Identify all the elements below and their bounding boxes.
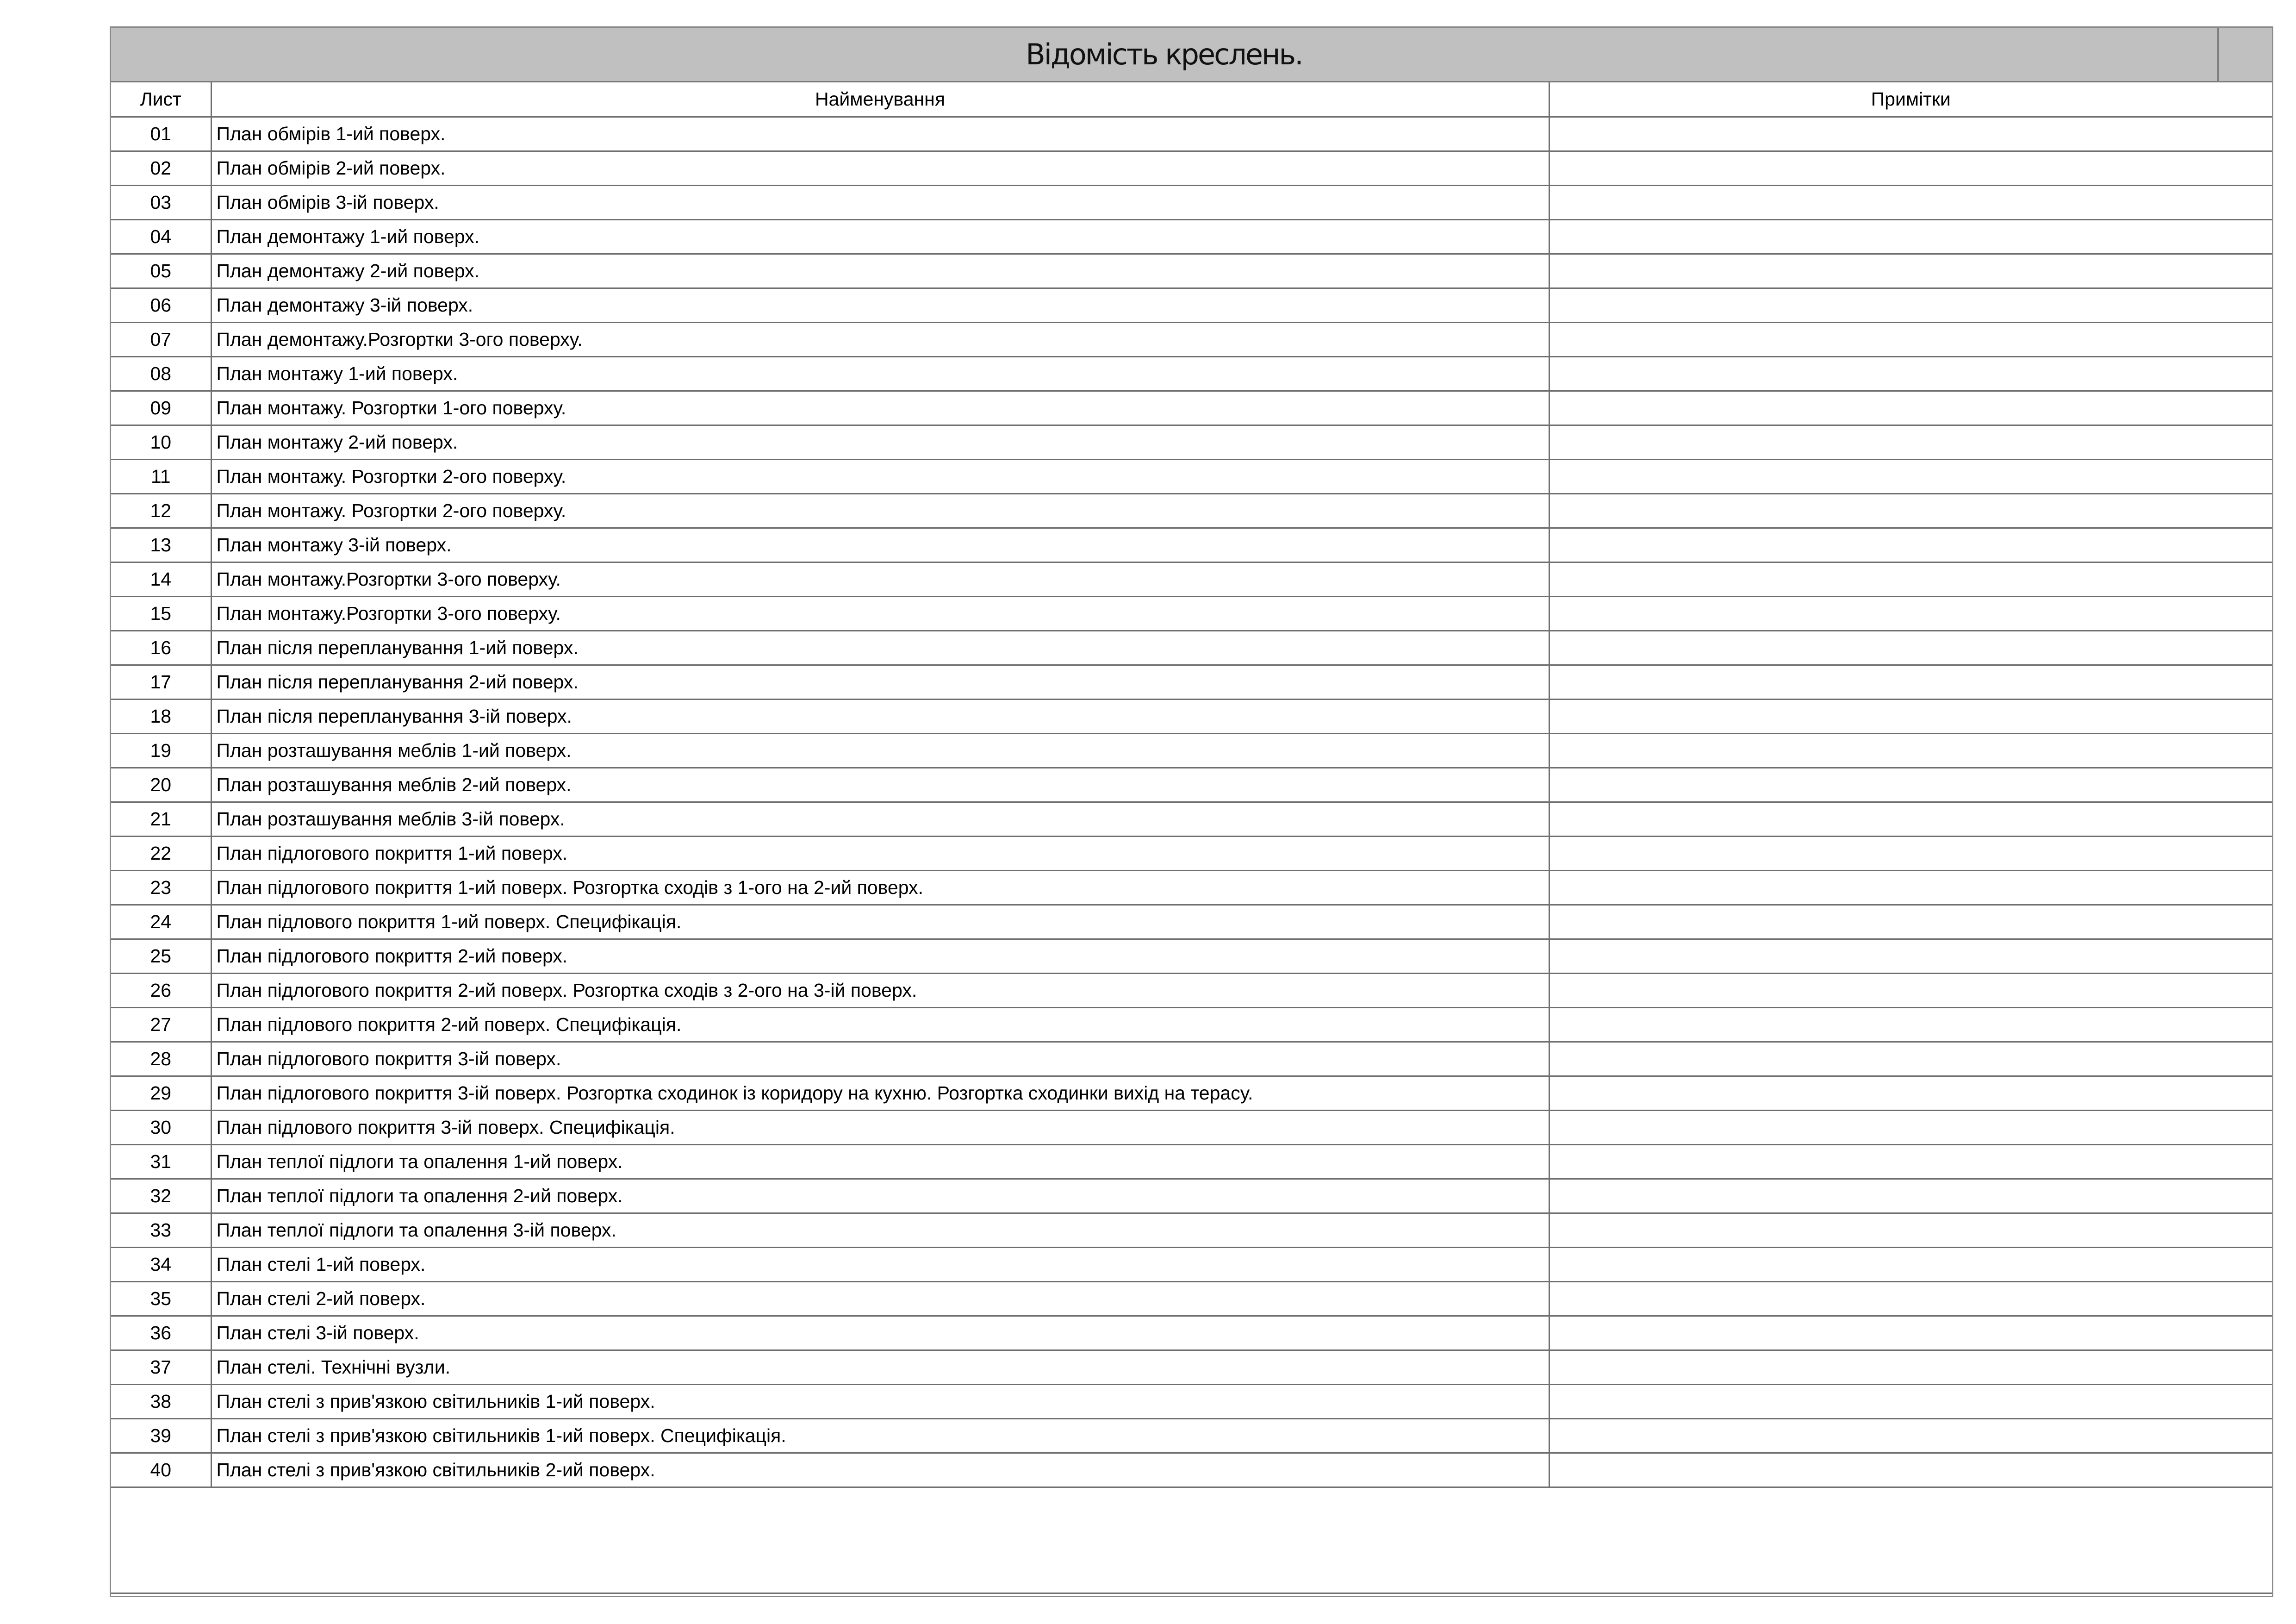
cell-notes — [1549, 836, 2272, 870]
cell-sheet-number: 14 — [111, 562, 211, 596]
cell-notes — [1549, 596, 2272, 631]
cell-notes — [1549, 1042, 2272, 1076]
cell-notes — [1549, 733, 2272, 768]
cell-sheet-number: 28 — [111, 1042, 211, 1076]
cell-drawing-name: План підлогового покриття 1-ий поверх. Розгортка сходів з 1-ого на 2-ий поверх. — [211, 870, 1549, 905]
cell-drawing-name: План стелі з прив'язкою світильників 2-ий поверх. — [211, 1453, 1549, 1487]
cell-sheet-number: 17 — [111, 665, 211, 699]
table-row — [111, 1213, 2272, 1247]
cell-sheet-number: 21 — [111, 802, 211, 836]
table-row — [111, 356, 2272, 391]
cell-sheet-number: 35 — [111, 1281, 211, 1316]
title-bar — [111, 28, 2272, 82]
table-row — [111, 699, 2272, 733]
cell-drawing-name: План після перепланування 1-ий поверх. — [211, 631, 1549, 665]
table-row — [111, 1418, 2272, 1453]
cell-notes — [1549, 562, 2272, 596]
cell-notes — [1549, 185, 2272, 219]
cell-sheet-number: 05 — [111, 254, 211, 288]
cell-sheet-number: 11 — [111, 459, 211, 493]
cell-notes — [1549, 802, 2272, 836]
table-row — [111, 768, 2272, 802]
table-row — [111, 1076, 2272, 1110]
table-row — [111, 802, 2272, 836]
cell-sheet-number: 18 — [111, 699, 211, 733]
table-row — [111, 1179, 2272, 1213]
cell-sheet-number: 03 — [111, 185, 211, 219]
title-corner-box — [2217, 28, 2272, 81]
table-row — [111, 528, 2272, 562]
cell-sheet-number: 04 — [111, 219, 211, 254]
cell-notes — [1549, 356, 2272, 391]
cell-notes — [1549, 905, 2272, 939]
cell-drawing-name: План підлового покриття 1-ий поверх. Специфікація. — [211, 905, 1549, 939]
cell-drawing-name: План теплої підлоги та опалення 2-ий поверх. — [211, 1179, 1549, 1213]
cell-sheet-number: 34 — [111, 1247, 211, 1281]
table-row — [111, 1316, 2272, 1350]
cell-sheet-number: 31 — [111, 1144, 211, 1179]
table-row — [111, 219, 2272, 254]
cell-drawing-name: План підлогового покриття 2-ий поверх. — [211, 939, 1549, 973]
cell-notes — [1549, 870, 2272, 905]
cell-sheet-number: 32 — [111, 1179, 211, 1213]
cell-drawing-name: План монтажу 1-ий поверх. — [211, 356, 1549, 391]
cell-drawing-name: План монтажу 3-ій поверх. — [211, 528, 1549, 562]
cell-drawing-name: План після перепланування 2-ий поверх. — [211, 665, 1549, 699]
table-row — [111, 1453, 2272, 1487]
cell-drawing-name: План стелі 1-ий поверх. — [211, 1247, 1549, 1281]
cell-notes — [1549, 1350, 2272, 1384]
cell-notes — [1549, 1179, 2272, 1213]
column-header-sheet: Лист — [111, 82, 211, 117]
cell-sheet-number: 10 — [111, 425, 211, 459]
table-row — [111, 1144, 2272, 1179]
cell-notes — [1549, 459, 2272, 493]
cell-sheet-number: 01 — [111, 117, 211, 151]
table-row — [111, 185, 2272, 219]
cell-sheet-number: 13 — [111, 528, 211, 562]
cell-sheet-number: 02 — [111, 151, 211, 185]
cell-drawing-name: План монтажу. Розгортки 2-ого поверху. — [211, 459, 1549, 493]
cell-notes — [1549, 1110, 2272, 1144]
cell-notes — [1549, 219, 2272, 254]
cell-drawing-name: План розташування меблів 2-ий поверх. — [211, 768, 1549, 802]
cell-drawing-name: План демонтажу.Розгортки 3-ого поверху. — [211, 322, 1549, 356]
cell-drawing-name: План обмірів 3-ій поверх. — [211, 185, 1549, 219]
cell-notes — [1549, 1384, 2272, 1418]
column-header-notes: Примітки — [1549, 82, 2272, 117]
table-row — [111, 596, 2272, 631]
cell-sheet-number: 30 — [111, 1110, 211, 1144]
table-row — [111, 1350, 2272, 1384]
cell-drawing-name: План демонтажу 2-ий поверх. — [211, 254, 1549, 288]
cell-drawing-name: План теплої підлоги та опалення 1-ий поверх. — [211, 1144, 1549, 1179]
cell-notes — [1549, 117, 2272, 151]
cell-notes — [1549, 1076, 2272, 1110]
table-row — [111, 391, 2272, 425]
cell-drawing-name: План стелі з прив'язкою світильників 1-ий поверх. — [211, 1384, 1549, 1418]
table-row — [111, 870, 2272, 905]
cell-notes — [1549, 973, 2272, 1007]
cell-sheet-number: 16 — [111, 631, 211, 665]
table-row — [111, 1247, 2272, 1281]
cell-sheet-number: 15 — [111, 596, 211, 631]
cell-notes — [1549, 939, 2272, 973]
cell-notes — [1549, 1316, 2272, 1350]
cell-sheet-number: 22 — [111, 836, 211, 870]
table-row — [111, 493, 2272, 528]
cell-notes — [1549, 254, 2272, 288]
cell-sheet-number: 23 — [111, 870, 211, 905]
cell-drawing-name: План монтажу. Розгортки 2-ого поверху. — [211, 493, 1549, 528]
cell-sheet-number: 20 — [111, 768, 211, 802]
cell-sheet-number: 12 — [111, 493, 211, 528]
cell-notes — [1549, 665, 2272, 699]
cell-notes — [1549, 288, 2272, 322]
table-row — [111, 562, 2272, 596]
cell-sheet-number: 26 — [111, 973, 211, 1007]
cell-drawing-name: План підлогового покриття 3-ій поверх. — [211, 1042, 1549, 1076]
cell-notes — [1549, 1144, 2272, 1179]
cell-drawing-name: План монтажу.Розгортки 3-ого поверху. — [211, 562, 1549, 596]
table-row — [111, 836, 2272, 870]
cell-drawing-name: План розташування меблів 1-ий поверх. — [211, 733, 1549, 768]
cell-sheet-number: 27 — [111, 1007, 211, 1042]
cell-drawing-name: План підлогового покриття 2-ий поверх. Розгортка сходів з 2-ого на 3-ій поверх. — [211, 973, 1549, 1007]
drawing-list-sheet — [110, 26, 2273, 1597]
table-body — [111, 117, 2272, 1487]
cell-sheet-number: 38 — [111, 1384, 211, 1418]
cell-sheet-number: 09 — [111, 391, 211, 425]
table-row — [111, 1042, 2272, 1076]
table-row — [111, 288, 2272, 322]
cell-notes — [1549, 631, 2272, 665]
cell-drawing-name: План підлогового покриття 3-ій поверх. Розгортка сходинок із коридору на кухню. Розгортка сходинки вихід на терасу. — [211, 1076, 1549, 1110]
table-row — [111, 1110, 2272, 1144]
cell-drawing-name: План стелі. Технічні вузли. — [211, 1350, 1549, 1384]
cell-drawing-name: План теплої підлоги та опалення 3-ій поверх. — [211, 1213, 1549, 1247]
table-row — [111, 973, 2272, 1007]
cell-sheet-number: 07 — [111, 322, 211, 356]
document-title: Відомість креслень. — [1026, 37, 1302, 71]
table-row — [111, 939, 2272, 973]
cell-notes — [1549, 1007, 2272, 1042]
cell-drawing-name: План підлового покриття 3-ій поверх. Специфікація. — [211, 1110, 1549, 1144]
cell-sheet-number: 39 — [111, 1418, 211, 1453]
cell-drawing-name: План стелі 2-ий поверх. — [211, 1281, 1549, 1316]
cell-notes — [1549, 1213, 2272, 1247]
cell-sheet-number: 33 — [111, 1213, 211, 1247]
cell-sheet-number: 06 — [111, 288, 211, 322]
cell-drawing-name: План монтажу 2-ий поверх. — [211, 425, 1549, 459]
cell-notes — [1549, 151, 2272, 185]
cell-notes — [1549, 1453, 2272, 1487]
cell-notes — [1549, 391, 2272, 425]
table-row — [111, 254, 2272, 288]
cell-notes — [1549, 1418, 2272, 1453]
cell-sheet-number: 29 — [111, 1076, 211, 1110]
cell-drawing-name: План обмірів 1-ий поверх. — [211, 117, 1549, 151]
table-row — [111, 459, 2272, 493]
drawings-table — [111, 82, 2272, 1488]
cell-drawing-name: План стелі 3-ій поверх. — [211, 1316, 1549, 1350]
cell-drawing-name: План підлового покриття 2-ий поверх. Специфікація. — [211, 1007, 1549, 1042]
cell-notes — [1549, 1281, 2272, 1316]
table-header-row — [111, 82, 2272, 117]
table-row — [111, 1007, 2272, 1042]
table-row — [111, 733, 2272, 768]
cell-notes — [1549, 425, 2272, 459]
table-row — [111, 665, 2272, 699]
cell-drawing-name: План підлогового покриття 1-ий поверх. — [211, 836, 1549, 870]
cell-drawing-name: План розташування меблів 3-ій поверх. — [211, 802, 1549, 836]
table-row — [111, 117, 2272, 151]
cell-drawing-name: План обмірів 2-ий поверх. — [211, 151, 1549, 185]
cell-drawing-name: План демонтажу 1-ий поверх. — [211, 219, 1549, 254]
cell-sheet-number: 36 — [111, 1316, 211, 1350]
cell-sheet-number: 08 — [111, 356, 211, 391]
table-row — [111, 322, 2272, 356]
cell-drawing-name: План стелі з прив'язкою світильників 1-ий поверх. Специфікація. — [211, 1418, 1549, 1453]
table-row — [111, 631, 2272, 665]
cell-sheet-number: 40 — [111, 1453, 211, 1487]
cell-sheet-number: 24 — [111, 905, 211, 939]
cell-notes — [1549, 322, 2272, 356]
cell-drawing-name: План монтажу. Розгортки 1-ого поверху. — [211, 391, 1549, 425]
table-row — [111, 1384, 2272, 1418]
cell-drawing-name: План монтажу.Розгортки 3-ого поверху. — [211, 596, 1549, 631]
cell-sheet-number: 25 — [111, 939, 211, 973]
cell-notes — [1549, 1247, 2272, 1281]
table-row — [111, 905, 2272, 939]
cell-drawing-name: План після перепланування 3-ій поверх. — [211, 699, 1549, 733]
cell-notes — [1549, 528, 2272, 562]
column-header-name: Найменування — [211, 82, 1549, 117]
table-row — [111, 1281, 2272, 1316]
table-row — [111, 425, 2272, 459]
cell-drawing-name: План демонтажу 3-ій поверх. — [211, 288, 1549, 322]
table-row — [111, 151, 2272, 185]
cell-notes — [1549, 768, 2272, 802]
bottom-rule — [111, 1593, 2272, 1594]
cell-sheet-number: 37 — [111, 1350, 211, 1384]
cell-notes — [1549, 699, 2272, 733]
cell-notes — [1549, 493, 2272, 528]
cell-sheet-number: 19 — [111, 733, 211, 768]
